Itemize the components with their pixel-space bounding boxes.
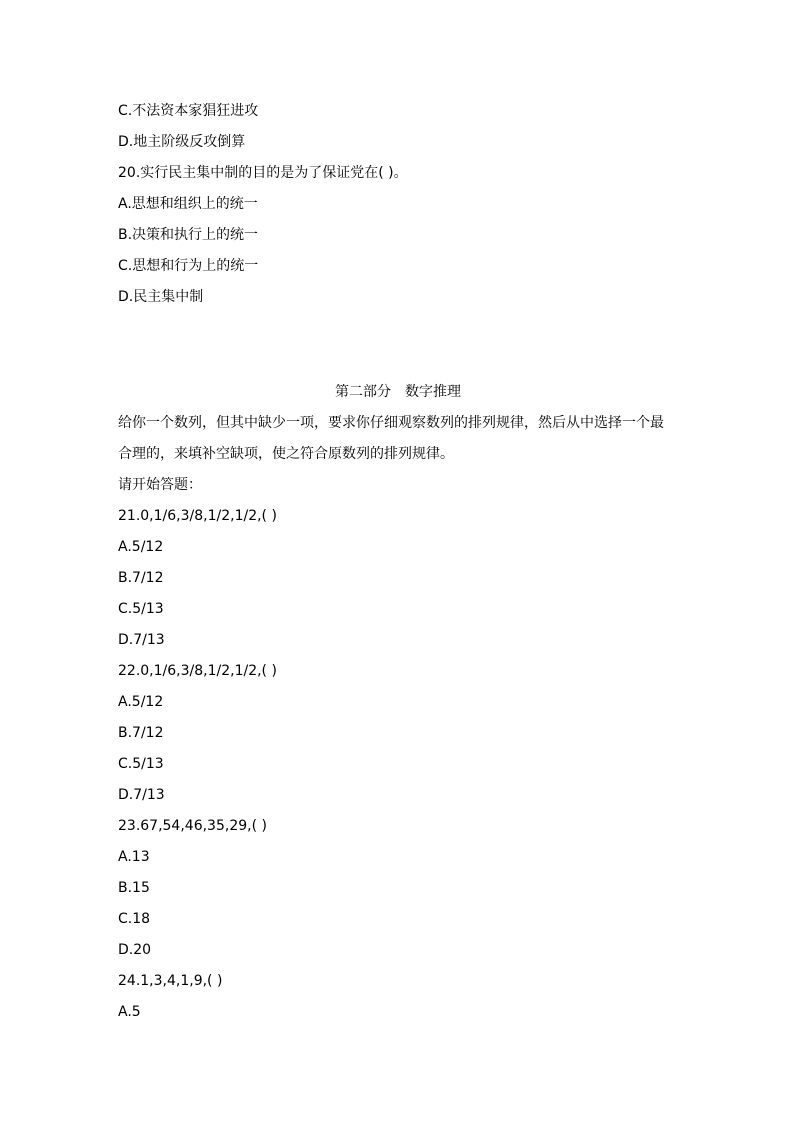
question-line: 24.1,3,4,1,9,( ) bbox=[118, 973, 223, 989]
start-prompt: 请开始答题： bbox=[118, 477, 202, 493]
question-line: 22.0,1/6,3/8,1/2,1/2,( ) bbox=[118, 663, 277, 679]
option-line: C.5/13 bbox=[118, 756, 164, 772]
option-line: A.5/12 bbox=[118, 694, 164, 710]
question-list bbox=[118, 501, 678, 1028]
question-line: 23.67,54,46,35,29,( ) bbox=[118, 818, 267, 834]
option-line: B.决策和执行上的统一 bbox=[118, 227, 259, 243]
document-page bbox=[118, 96, 678, 1028]
option-line: D.地主阶级反攻倒算 bbox=[118, 134, 246, 150]
option-line: C.思想和行为上的统一 bbox=[118, 258, 259, 274]
section-title: 第二部分 数字推理 bbox=[335, 384, 461, 400]
option-line: D.民主集中制 bbox=[118, 289, 204, 305]
option-line: D.20 bbox=[118, 942, 152, 958]
part1-options bbox=[118, 96, 678, 313]
option-line: D.7/13 bbox=[118, 787, 165, 803]
question-line: 20.实行民主集中制的目的是为了保证党在( )。 bbox=[118, 165, 408, 181]
option-line: D.7/13 bbox=[118, 632, 165, 648]
option-line: A.5 bbox=[118, 1004, 141, 1020]
instruction-line: 合理的，来填补空缺项，使之符合原数列的排列规律。 bbox=[118, 446, 454, 462]
instruction-line: 给你一个数列，但其中缺少一项，要求你仔细观察数列的排列规律，然后从中选择一个最 bbox=[118, 415, 664, 431]
option-line: C.不法资本家猖狂进攻 bbox=[118, 103, 259, 119]
option-line: B.7/12 bbox=[118, 725, 164, 741]
option-line: A.思想和组织上的统一 bbox=[118, 196, 258, 212]
question-line: 21.0,1/6,3/8,1/2,1/2,( ) bbox=[118, 508, 277, 524]
option-line: B.15 bbox=[118, 880, 150, 896]
option-line: C.18 bbox=[118, 911, 151, 927]
option-line: C.5/13 bbox=[118, 601, 164, 617]
option-line: A.5/12 bbox=[118, 539, 164, 555]
option-line: B.7/12 bbox=[118, 570, 164, 586]
option-line: A.13 bbox=[118, 849, 150, 865]
